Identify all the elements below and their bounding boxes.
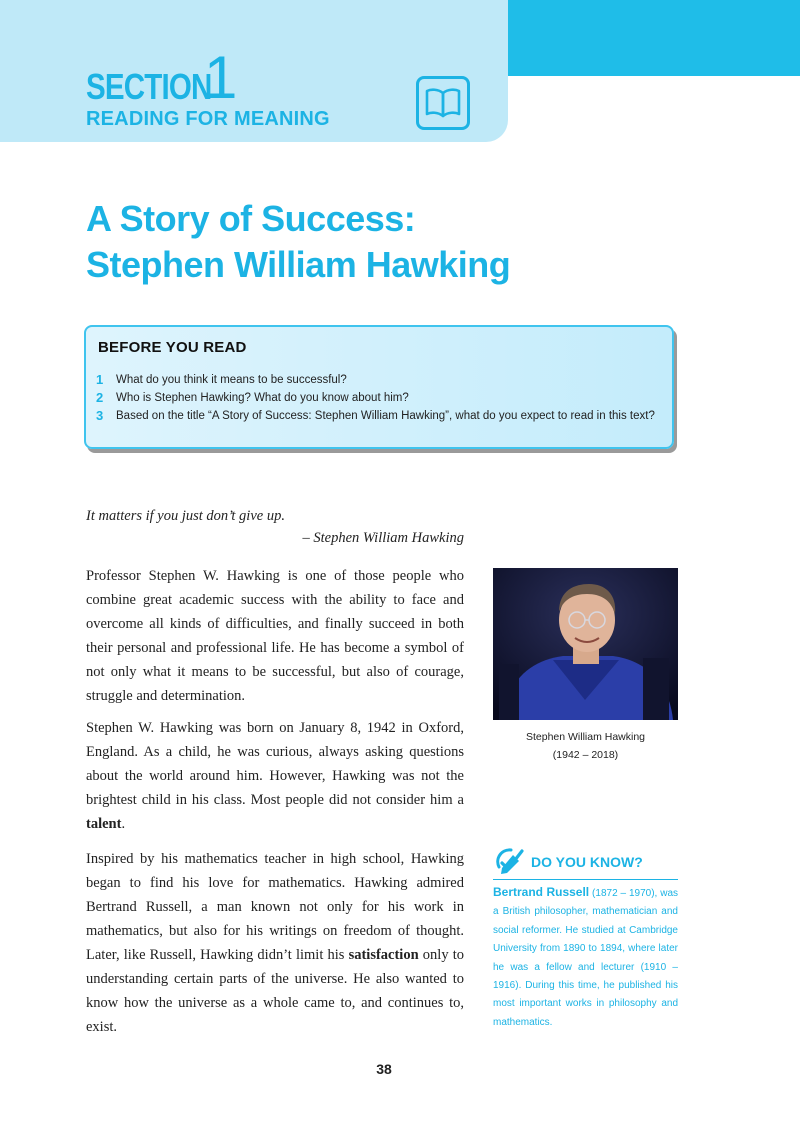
before-you-read-heading: BEFORE YOU READ bbox=[98, 339, 247, 356]
list-item bbox=[96, 371, 656, 389]
before-you-read-box bbox=[84, 325, 674, 449]
hawking-photo bbox=[493, 568, 678, 720]
did-you-know-divider bbox=[493, 879, 678, 880]
list-item bbox=[96, 407, 656, 425]
caption-dates: (1942 – 2018) bbox=[552, 749, 619, 761]
epigraph-quote bbox=[86, 505, 464, 549]
section-label: SECTION bbox=[86, 66, 212, 107]
question-text: Who is Stephen Hawking? What do you know about him? bbox=[116, 392, 409, 404]
did-you-know-body: (1872 – 1970), was a British philosopher, mathematician and social reformer. He studied at Cambridge University from 1890 to 1894, where later he was a fellow and lecturer (1910 – 1916). During this time, he published his most important works in philosophy and mathematics. bbox=[493, 888, 679, 1028]
question-text: Based on the title “A Story of Success: Stephen William Hawking”, what do you expect to read in this text? bbox=[116, 410, 655, 422]
list-item bbox=[96, 389, 656, 407]
did-you-know-name: Bertrand Russell bbox=[493, 885, 590, 899]
did-you-know-heading: DO YOU KNOW? bbox=[531, 854, 643, 870]
paragraph-3-end: only to understanding certain parts of the universe. He also wanted to know how the universe as a whole came to, and continues to, exist. bbox=[86, 947, 465, 1035]
question-number: 1 bbox=[96, 372, 104, 387]
caption-name: Stephen William Hawking bbox=[525, 731, 646, 743]
paragraph-3-text: Inspired by his mathematics teacher in high school, Hawking began to find his love for mathematics. Hawking admired Bertrand Russell, a man known not only for his work in mathematics, but also for his writings on freedom of thought. Later, like Russell, Hawking didn’t limit his bbox=[86, 851, 464, 963]
paragraph-2-text: Stephen W. Hawking was born on January 8, 1942 in Oxford, England. As a child, he was curious, always asking questions about the world around him. However, Hawking was not the brightest child in his class. Most people did not consider him a bbox=[86, 720, 464, 808]
did-you-know-text bbox=[493, 883, 678, 1032]
open-book-icon bbox=[416, 76, 470, 130]
header-corner-block bbox=[508, 0, 800, 76]
title-line-1: A Story of Success: bbox=[86, 198, 416, 239]
paragraph-2-end: . bbox=[121, 816, 126, 832]
question-text: What do you think it means to be successful? bbox=[116, 374, 347, 386]
quote-text: It matters if you just don’t give up. bbox=[86, 508, 285, 524]
quote-author: – Stephen William Hawking bbox=[302, 530, 464, 546]
photo-caption bbox=[493, 728, 678, 764]
paragraph-1: Professor Stephen W. Hawking is one of those people who combine great academic success with the ability to face and overcome all kinds of difficulties, and finally succeed in both their personal and professional life. He has become a symbol of not only what it means to be successful, but also of courage, struggle and determination. bbox=[86, 568, 464, 704]
paragraph-2 bbox=[86, 716, 464, 836]
keyword-talent: talent bbox=[86, 816, 122, 832]
question-number: 2 bbox=[96, 390, 104, 405]
section-subtitle: READING FOR MEANING bbox=[86, 108, 330, 130]
pencil-check-icon bbox=[493, 845, 525, 877]
paragraph-3 bbox=[86, 847, 464, 1039]
page-number: 38 bbox=[376, 1061, 392, 1077]
before-you-read-list bbox=[96, 371, 656, 425]
question-number: 3 bbox=[96, 408, 104, 423]
title-line-2: Stephen William Hawking bbox=[86, 244, 511, 285]
section-number: 1 bbox=[204, 44, 238, 111]
keyword-satisfaction: satisfaction bbox=[348, 947, 419, 963]
page-title bbox=[86, 196, 510, 288]
